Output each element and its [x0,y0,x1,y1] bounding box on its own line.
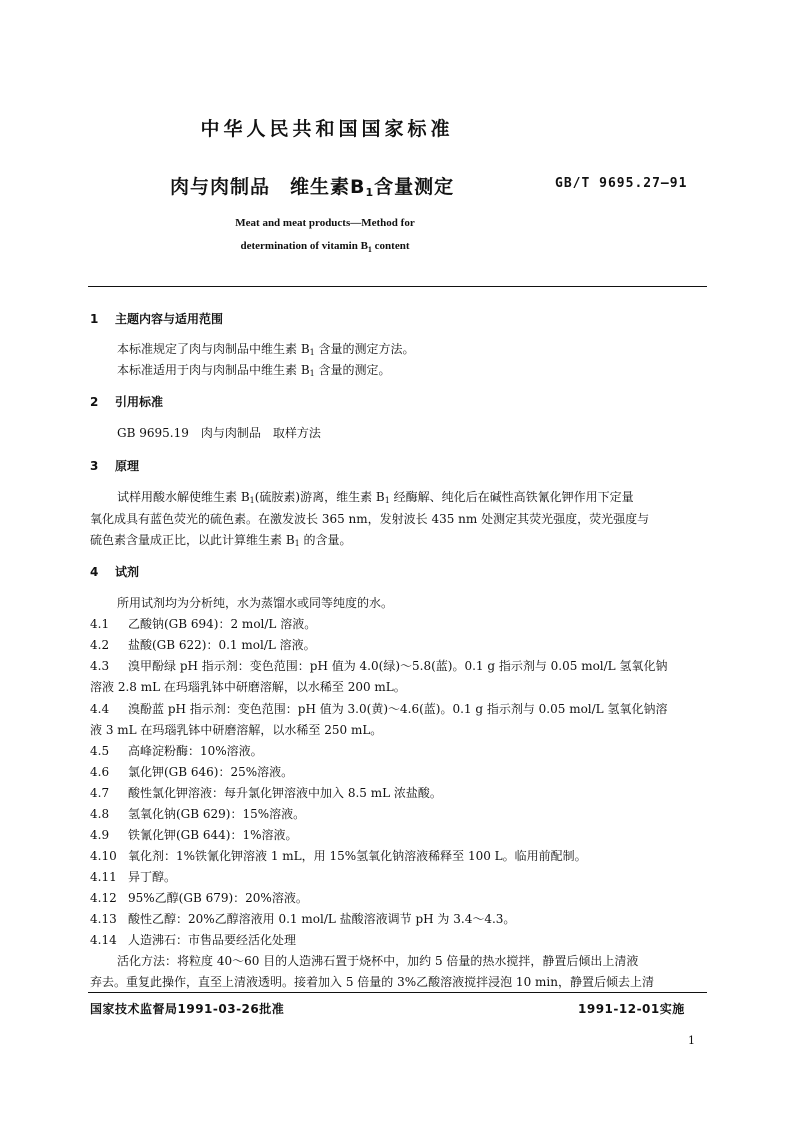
activation-method-line-2: 弃去。重复此操作，直至上清液透明。接着加入 5 倍量的 3%乙酸溶液搅拌浸泡 10 min，静置后倾去上清 [90,975,654,989]
reagent-item: 4.7 酸性氯化钾溶液：每升氯化钾溶液中加入 8.5 mL 浓盐酸。 [90,786,442,800]
section-3-heading: 3 原理 [90,459,140,473]
section-3-line-1: 试样用酸水解使维生素 $B_1$(硫胺素)游离，维生素 $B_1$ 经酶解、纯化后在碱性高铁氰化钾作用下定量 [117,490,634,505]
reagent-item: 4.4 溴酚蓝 pH 指示剂：变色范围：pH 值为 3.0(黄)～4.6(蓝)。0.1 g 指示剂与 0.05 mol/L 氢氧化钠溶 [90,702,668,716]
reagent-item: 4.10 氧化剂：1%铁氰化钾溶液 1 mL，用 15%氢氧化钠溶液稀释至 100 L。临用前配制。 [90,849,587,863]
reagent-item: 4.13 酸性乙醇：20%乙醇溶液用 0.1 mol/L 盐酸溶液调节 pH 为 3.4～4.3。 [90,912,516,926]
section-2-paragraph: GB 9695.19 肉与肉制品 取样方法 [117,426,321,440]
reagent-item: 4.5 高峰淀粉酶：10%溶液。 [90,744,263,758]
reagent-item: 4.12 95%乙醇(GB 679)：20%溶液。 [90,891,308,905]
standard-code: GB/T 9695.27—91 [555,176,688,191]
document-title: 肉与肉制品 维生素$B_1$含量测定 [170,176,455,199]
section-3-line-2: 氧化成具有蓝色荧光的硫色素。在激发波长 365 nm，发射波长 435 nm 处测定其荧光强度，荧光强度与 [90,512,650,526]
header-divider [88,286,707,287]
reagent-item: 4.3 溴甲酚绿 pH 指示剂：变色范围：pH 值为 4.0(绿)～5.8(蓝)。0.1 g 指示剂与 0.05 mol/L 氢氧化钠 [90,659,668,673]
standard-name: 中华人民共和国国家标准 [200,118,454,140]
section-3-line-3: 硫色素含量成正比，以此计算维生素 $B_1$ 的含量。 [90,533,352,548]
english-title-line-1: Meat and meat products—Method for [235,217,415,229]
reagent-item: 4.1 乙酸钠(GB 694)：2 mol/L 溶液。 [90,617,317,631]
section-1-heading: 1 主题内容与适用范围 [90,312,224,326]
reagent-item: 4.6 氯化钾(GB 646)：25%溶液。 [90,765,294,779]
section-1-paragraph-2: 本标准适用于肉与肉制品中维生素 $B_1$ 含量的测定。 [117,363,391,378]
approval-date: 国家技术监督局1991-03-26批准 [90,1002,285,1016]
activation-method-line-1: 活化方法：将粒度 40～60 目的人造沸石置于烧杯中，加约 5 倍量的热水搅拌，静置后倾出上清液 [117,954,639,968]
reagent-item: 4.14 人造沸石：市售品要经活化处理 [90,933,297,947]
footer-divider [88,992,707,993]
section-2-heading: 2 引用标准 [90,395,164,409]
section-4-heading: 4 试剂 [90,565,140,579]
section-1-paragraph-1: 本标准规定了肉与肉制品中维生素 $B_1$ 含量的测定方法。 [117,342,415,357]
reagent-item: 4.11 异丁醇。 [90,870,177,884]
english-title [180,212,470,261]
reagent-item: 4.8 氢氧化钠(GB 629)：15%溶液。 [90,807,306,821]
implementation-date: 1991-12-01实施 [578,1002,685,1016]
section-4-intro: 所用试剂均为分析纯，水为蒸馏水或同等纯度的水。 [117,596,394,610]
reagent-item-continuation: 溶液 2.8 mL 在玛瑙乳钵中研磨溶解，以水稀至 200 mL。 [90,680,406,694]
reagent-item-continuation: 液 3 mL 在玛瑙乳钵中研磨溶解，以水稀至 250 mL。 [90,723,383,737]
reagent-item: 4.2 盐酸(GB 622)：0.1 mol/L 溶液。 [90,638,316,652]
page-number: 1 [688,1034,695,1047]
english-title-line-2: determination of vitamin $B_1$ content [240,240,410,255]
reagent-item: 4.9 铁氰化钾(GB 644)：1%溶液。 [90,828,298,842]
